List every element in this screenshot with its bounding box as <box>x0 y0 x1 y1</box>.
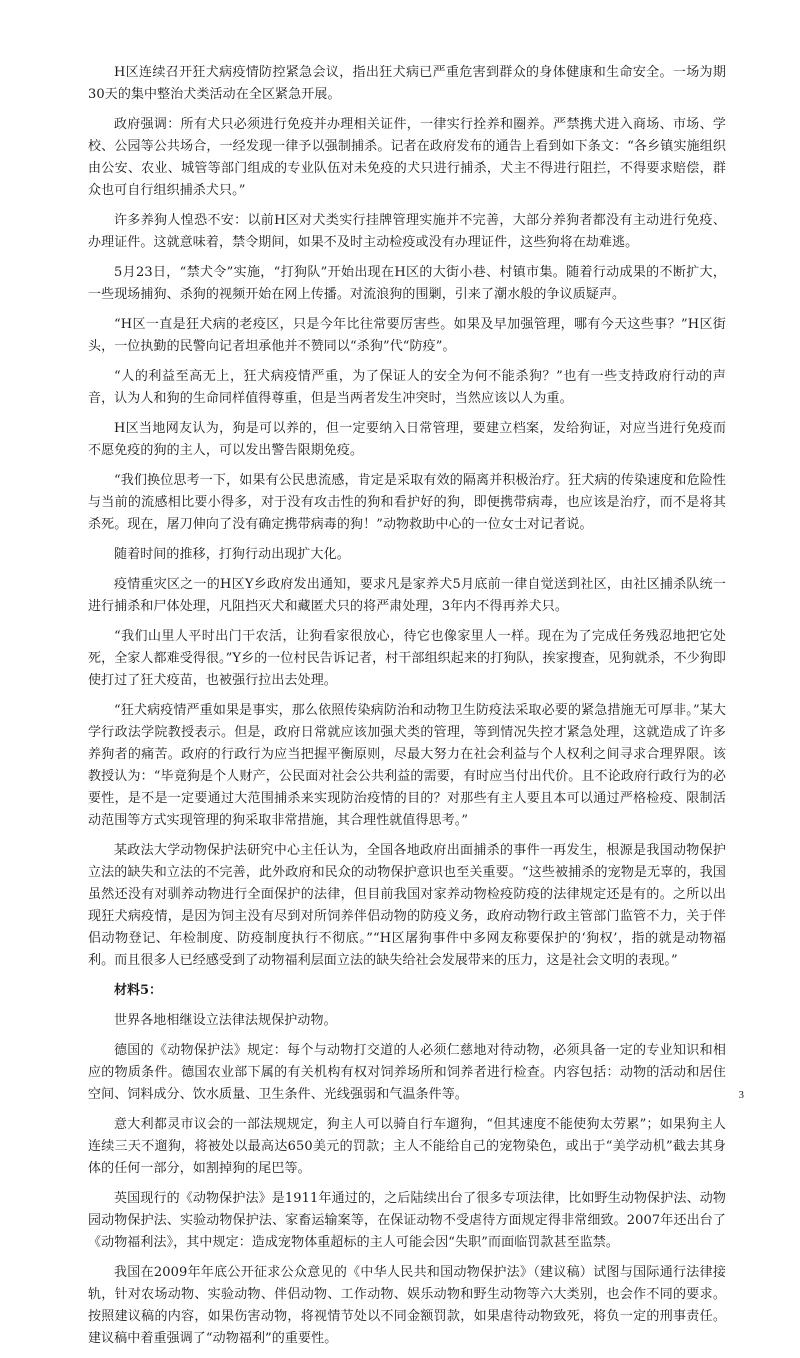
paragraph: 疫情重灾区之一的H区Y乡政府发出通知，要求凡是家养犬5月底前一律自觉送到社区，由社区捕杀队统一进行捕杀和尸体处理，凡阻挡灭犬和藏匿犬只的将严肃处理，3年内不得再养犬只。 <box>88 577 726 614</box>
page-number: 3 <box>738 1089 744 1101</box>
paragraph: 意大利都灵市议会的一部法规规定，狗主人可以骑自行车遛狗，“但其速度不能使狗太劳累”；如果狗主人连续三天不遛狗，将被处以最高达650美元的罚款；主人不能给自己的宠物染色，或出于“美学动机”截去其身体的任何一部分，如割掉狗的尾巴等。 <box>88 1117 726 1176</box>
paragraph: H区连续召开狂犬病疫情防控紧急会议，指出狂犬病已严重危害到群众的身体健康和生命安全。一场为期30天的集中整治犬类活动在全区紧急开展。 <box>88 65 726 102</box>
paragraph: “我们山里人平时出门干农活，让狗看家很放心，待它也像家里人一样。现在为了完成任务残忍地把它处死，全家人都难受得很。”Y乡的一位村民告诉记者，村干部组织起来的打狗队，挨家搜查，见狗就杀，不少狗即使打过了狂犬疫苗，也被强行拉出去处理。 <box>88 629 726 688</box>
paragraph: “人的利益至高无上，狂犬病疫情严重，为了保证人的安全为何不能杀狗？”也有一些支持政府行动的声音，认为人和狗的生命同样值得尊重，但是当两者发生冲突时，当然应该以人为重。 <box>88 369 726 406</box>
paragraph: 某政法大学动物保护法研究中心主任认为，全国各地政府出面捕杀的事件一再发生，根源是我国动物保护立法的缺失和立法的不完善，此外政府和民众的动物保护意识也至关重要。“这些被捕杀的宠物是无辜的，我国虽然还没有对驯养动物进行全面保护的法律，但目前我国对家养动物检疫防疫的法律规定还是有的。之所以出现狂犬病疫情，是因为饲主没有尽到对所饲养伴侣动物的防疫义务，政府动物行政主管部门监管不力，关于伴侣动物登记、年检制度、防疫制度执行不彻底。”“H区屠狗事件中多网友称要保护的‘狗权’，指的就是动物福利。而且很多人已经感受到了动物福利层面立法的缺失给社会发展带来的压力，这是社会文明的表现。” <box>88 843 726 968</box>
paragraph: 我国在2009年年底公开征求公众意见的《中华人民共和国动物保护法》（建议稿）试图与国际通行法律接轨，针对农场动物、实验动物、伴侣动物、工作动物、娱乐动物和野生动物等六大类别，也会作不同的要求。按照建议稿的内容，如果伤害动物，将视情节处以不同金额罚款，如果虐待动物致死，将负一定的刑事责任。建议稿中着重强调了“动物福利”的重要性。 <box>88 1265 726 1346</box>
paragraph: 许多养狗人惶恐不安：以前H区对犬类实行挂牌管理实施并不完善，大部分养狗者都没有主动进行免疫、办理证件。这就意味着，禁令期间，如果不及时主动检疫或没有办理证件，这些狗将在劫难逃。 <box>88 213 726 250</box>
paragraph: 随着时间的推移，打狗行动出现扩大化。 <box>114 547 350 562</box>
paragraph: 5月23日，“禁犬令”实施，“打狗队”开始出现在H区的大街小巷、村镇市集。随着行动成果的不断扩大，一些现场捕狗、杀狗的视频开始在网上传播。对流浪狗的围剿，引来了潮水般的争议质疑声。 <box>88 265 726 302</box>
paragraph: 世界各地相继设立法律法规保护动物。 <box>114 1013 337 1028</box>
section-heading: 材料5： <box>114 983 163 998</box>
paragraph: “我们换位思考一下，如果有公民患流感，肯定是采取有效的隔离并积极治疗。狂犬病的传染速度和危险性与当前的流感相比要小得多，对于没有攻击性的狗和看护好的狗，即便携带病毒，也应该是治疗，而不是将其杀死。现在，屠刀伸向了没有确定携带病毒的狗！”动物救助中心的一位女士对记者说。 <box>88 473 726 532</box>
paragraph: 德国的《动物保护法》规定：每个与动物打交道的人必须仁慈地对待动物，必须具备一定的专业知识和相应的物质条件。德国农业部下属的有关机构有权对饲养场所和饲养者进行检查。内容包括：动物的活动和居住空间、饲料成分、饮水质量、卫生条件、光线强弱和气温条件等。 <box>88 1043 726 1102</box>
paragraph: 政府强调：所有犬只必须进行免疫并办理相关证件，一律实行拴养和圈养。严禁携犬进入商场、市场、学校、公园等公共场合，一经发现一律予以强制捕杀。记者在政府发布的通告上看到如下条文：“各乡镇实施组织由公安、农业、城管等部门组成的专业队伍对未免疫的犬只进行捕杀，犬主不得进行阻拦，不得要求赔偿，群众也可自行组织捕杀犬只。” <box>88 117 726 198</box>
paragraph: “狂犬病疫情严重如果是事实，那么依照传染病防治和动物卫生防疫法采取必要的紧急措施无可厚非。”某大学行政法学院教授表示。但是，政府日常就应该加强犬类的管理，等到情况失控才紧急处理，这就造成了许多养狗者的痛苦。政府的行政行为应当把握平衡原则，尽最大努力在社会利益与个人权利之间寻求合理界限。该教授认为：“毕竟狗是个人财产，公民面对社会公共利益的需要，有时应当付出代价。且不论政府行政行为的必要性，是不是一定要通过大范围捕杀来实现防治疫情的目的？对那些有主人要且本可以通过严格检疫、限制活动范围等方式实现管理的狗采取非常措施，其合理性就值得思考。” <box>88 703 726 828</box>
paragraph: “H区一直是狂犬病的老疫区，只是今年比往常要厉害些。如果及早加强管理，哪有今天这些事？”H区街头，一位执勤的民警向记者坦承他并不赞同以“杀狗”代“防疫”。 <box>88 317 726 354</box>
paragraph: 英国现行的《动物保护法》是1911年通过的，之后陆续出台了很多专项法律，比如野生动物保护法、动物园动物保护法、实验动物保护法、家畜运输案等，在保证动物不受虐待方面规定得非常细致。2007年还出台了《动物福利法》，其中规定：造成宠物体重超标的主人可能会因“失职”而面临罚款甚至监禁。 <box>88 1191 726 1250</box>
document-page <box>88 62 726 1358</box>
paragraph: H区当地网友认为，狗是可以养的，但一定要纳入日常管理，要建立档案，发给狗证，对应当进行免疫而不愿免疫的狗的主人，可以发出警告限期免疫。 <box>88 421 726 458</box>
